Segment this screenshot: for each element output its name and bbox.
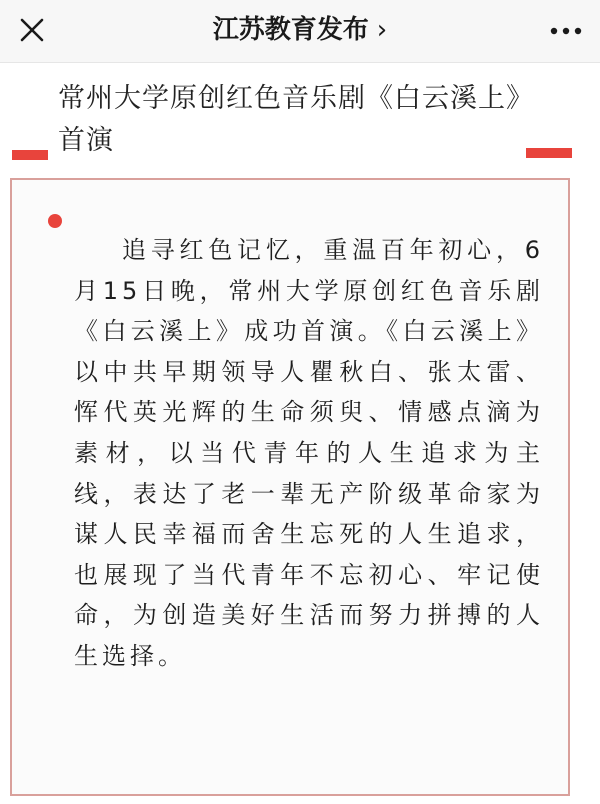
more-icon[interactable] xyxy=(546,14,586,48)
account-name: 江苏教育发布 xyxy=(212,15,369,45)
red-dot-icon xyxy=(48,214,62,228)
account-title-button[interactable] xyxy=(0,0,600,62)
decorative-red-bar-left xyxy=(12,150,48,160)
chevron-right-icon: › xyxy=(376,15,388,45)
article-body-paragraph: 追寻红色记忆，重温百年初心，6月15日晚，常州大学原创红色音乐剧《白云溪上》成功首演。《白云溪上》以中共早期领导人瞿秋白、张太雷、恽代英光辉的生命须臾、情感点滴为素材，以当代青年的人生追求为主线，表达了老一辈无产阶级革命家为谋人民幸福而舍生忘死的人生追求，也展现了当代青年不忘初心、牢记使命，为创造美好生活而努力拼搏的人生选择。 xyxy=(74,236,544,670)
top-nav-bar xyxy=(0,0,600,63)
decorative-red-bar-right xyxy=(526,148,572,158)
article-headline: 常州大学原创红色音乐剧《白云溪上》首演 xyxy=(58,83,534,156)
